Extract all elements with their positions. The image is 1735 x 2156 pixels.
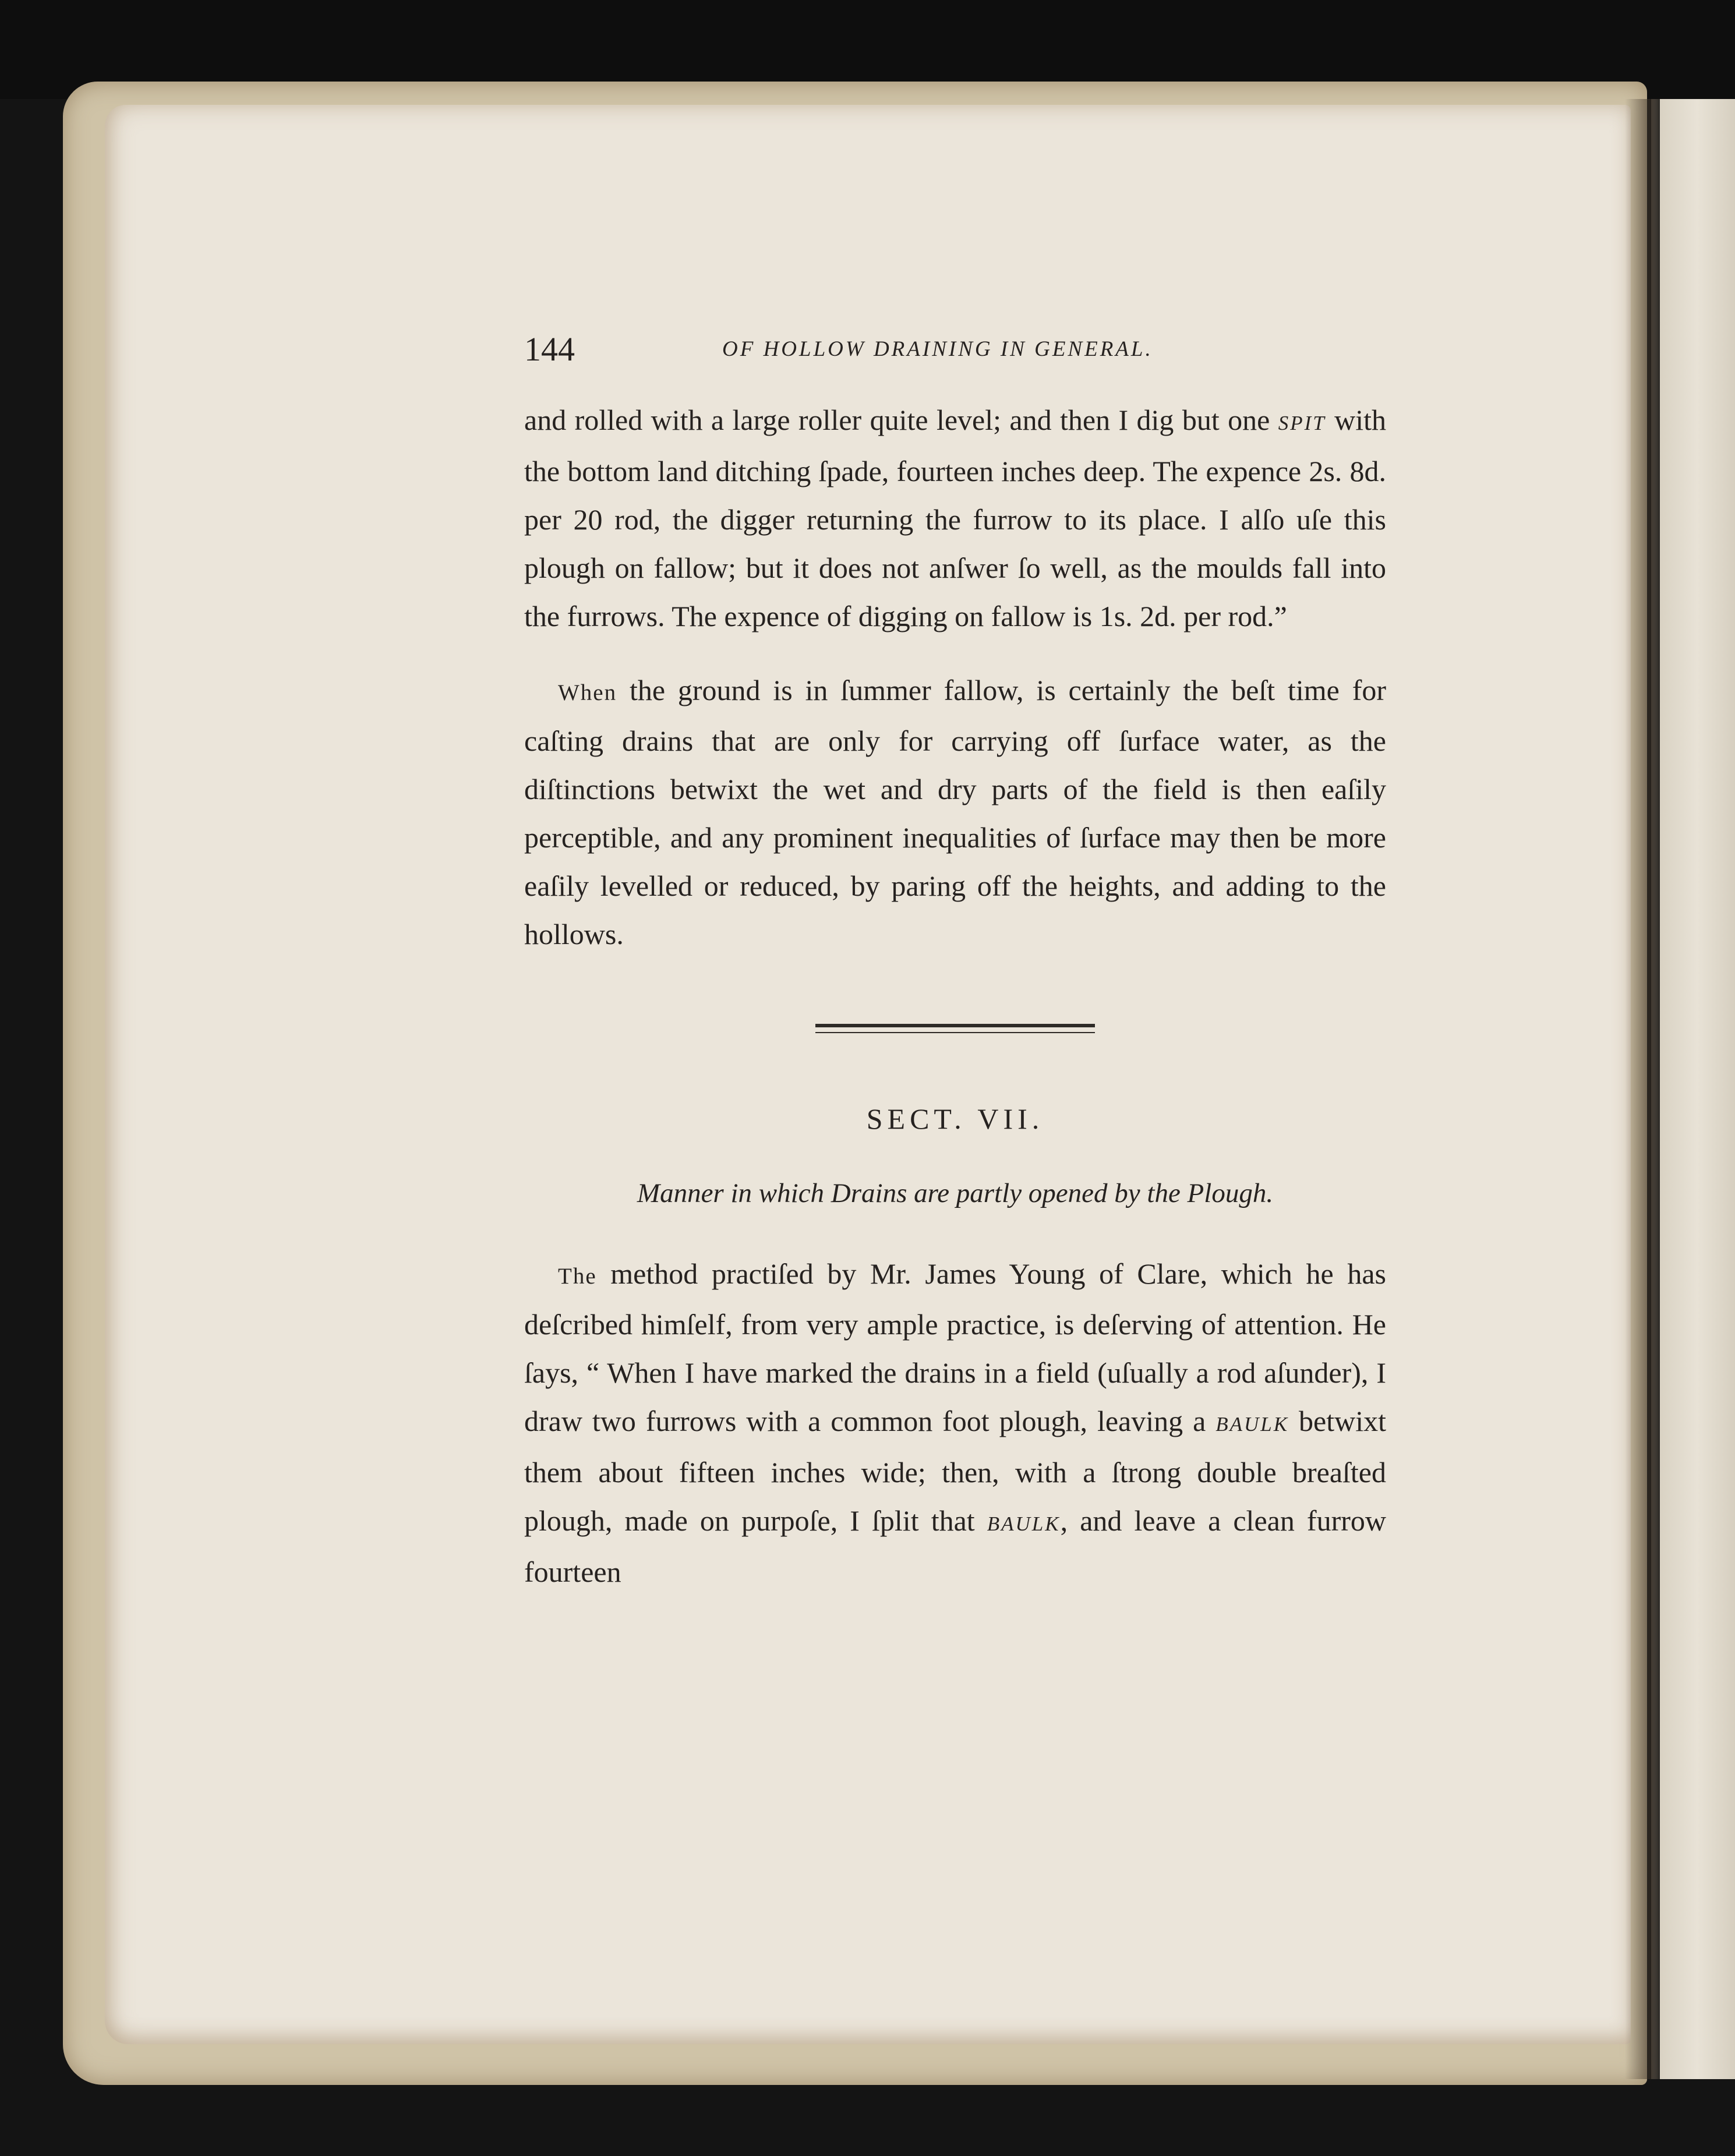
gutter-shadow xyxy=(1625,99,1660,2079)
paragraph-text: , and leave a clean furrow fourteen xyxy=(524,1504,1386,1588)
paragraph-text: method practiſed by Mr. James Young of Clare, which he has deſcribed himſelf, from very ample practice, is deſerving of attention. He ſays, “ When I have marked the drains in a field (uſually a rod aſunder), I draw two furrows with a common foot plough, leaving a xyxy=(524,1257,1386,1437)
paragraph-continuation xyxy=(524,396,1386,641)
lead-word: When xyxy=(558,680,617,705)
facing-page-edge xyxy=(1651,99,1735,2079)
term-spit: SPIT xyxy=(1278,412,1326,434)
running-title: OF HOLLOW DRAINING IN GENERAL. xyxy=(722,337,1153,361)
paragraph-young-method xyxy=(524,1250,1386,1596)
lead-word: The xyxy=(558,1264,597,1289)
paragraph-summer-fallow xyxy=(524,666,1386,959)
paragraph-text: betwixt them about fifteen inches wide; then, with a ſtrong double breaſted plough, made on purpoſe, I ſplit that xyxy=(524,1405,1386,1537)
paragraph-text: with the bottom land ditching ſpade, fourteen inches deep. The expence 2s. 8d. per 20 rod, the digger returning the furrow to its place. I alſo uſe this plough on fallow; but it does not anſwer ſo well, as the moulds fall into the furrows. The expence of digging on fallow is 1s. 2d. per rod.” xyxy=(524,404,1386,632)
paragraph-text: the ground is in ſummer fallow, is certainly the beſt time for caſting drains that are only for carrying off ſurface water, as the diſtinctions betwixt the wet and dry parts of the field is then eaſily perceptible, and any prominent inequalities of ſurface may then be more eaſily levelled or reduced, by paring off the heights, and adding to the hollows. xyxy=(524,674,1386,950)
page-text-block xyxy=(524,326,1386,1596)
section-heading: SECT. VII. xyxy=(866,1102,1044,1135)
term-baulk: BAULK xyxy=(1215,1413,1289,1436)
paragraph-text: and rolled with a large roller quite level; and then I dig but one xyxy=(524,404,1278,436)
term-baulk: BAULK xyxy=(987,1512,1061,1535)
page-number: 144 xyxy=(524,330,575,368)
section-subtitle: Manner in which Drains are partly opened by the Plough. xyxy=(637,1178,1274,1208)
running-head xyxy=(524,326,1386,373)
section-rule xyxy=(815,1024,1095,1033)
